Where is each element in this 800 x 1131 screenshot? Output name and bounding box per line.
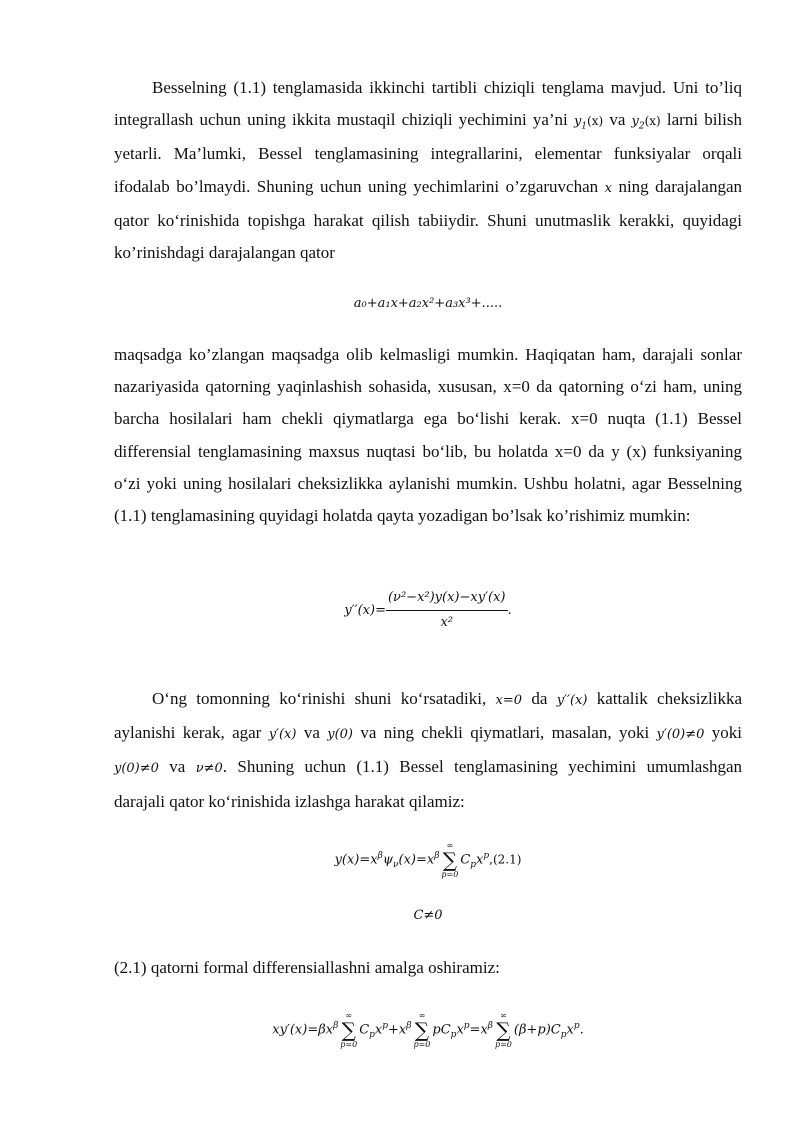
formula-lhs: y′′(x)=: [344, 603, 386, 618]
summation-sign: ∞ ∑ p=0: [494, 1011, 512, 1049]
text-segment: va: [603, 110, 632, 130]
text-segment: O‘ng tomonning ko‘rinishi shuni ko‘rsatadiki,: [152, 689, 496, 708]
inline-variable-x: x: [604, 180, 612, 196]
paragraph-differentiate: (2.1) qatorni formal differensiallashni amalga oshiramiz:: [114, 958, 500, 977]
fraction-denominator: x²: [440, 615, 454, 630]
text-segment: Besselning (1.1) tenglamasida ikkinchi tartibli chiziqli tenglama mavjud. Uni to’liq integrallash uchun uning ikkita mustaqil chiziqli yechimini ya’ni: [114, 78, 742, 130]
inline-formula: y(0): [327, 727, 353, 743]
inline-formula: ν≠0: [195, 761, 223, 777]
fraction-numerator: (ν²−x²)y(x)−xy′(x): [386, 588, 508, 611]
inline-formula: y′′(x): [556, 693, 588, 708]
text-segment: va: [158, 757, 196, 777]
inline-formula-y1: $y_1(x)$: [573, 114, 604, 132]
formula-c-nonzero: C≠0: [413, 908, 443, 923]
inline-formula: x=0: [495, 693, 523, 708]
formula-power-series: a₀+a₁x+a₂x²+a₃x³+.....: [353, 296, 503, 311]
text-segment: ning darajalangan qator ko‘rinishida topishga harakat qilish tabiiydir. Shuni unutmaslik kerakki, quyidagi ko’rinishdagi darajalangan qator: [114, 176, 743, 263]
text-segment: kattalik cheksizlikka aylanishi kerak, agar: [114, 689, 742, 743]
text-segment: va ning chekli qiymatlari, masalan, yoki: [352, 723, 657, 743]
formula-period: .: [507, 603, 512, 618]
inline-formula-y2: $y_2(x)$: [631, 114, 661, 132]
paragraph-intro: [114, 72, 742, 269]
text-segment: . Shuning uchun (1.1) Bessel tenglamasining yechimini umumlashgan darajali qator ko‘rinishida izlashga harakat qilamiz:: [114, 757, 742, 811]
formula-fraction: [386, 588, 508, 633]
summation-sign: ∞ ∑ p=0: [413, 1011, 431, 1049]
paragraph-singular-point: maqsadga ko’zlangan maqsadga olib kelmasligi mumkin. Haqiqatan ham, darajali sonlar nazariyasida qatorning yaqinlashish sohasida, xususan, x=0 da qatorning o‘zi ham, uning barcha hosilalari ham chekli qiymatlarga ega bo‘lishi kerak. x=0 nuqta (1.1) Bessel differensial tenglamasining maxsus nuqtasi bo‘lib, bu holatda x=0 da y (x) funksiyaning o‘zi yoki uning hosilalari cheksizlikka aylanishi mumkin. Ushbu holatni, agar Besselning (1.1) tenglamasining quyidagi holatda qayta yozadigan bo’lsak ko’rishimiz mumkin:: [114, 345, 742, 526]
inline-formula: y(0)≠0: [114, 761, 159, 777]
formula-derivative-series: $xy'(x)=\beta x^\beta$ ∞ ∑ p=0 $C_px^p+x^\beta$ ∞ ∑ p=0 $pC_px^p=x^\beta$ ∞ ∑ p=0 $(\beta+p)C_px^p$.: [272, 1011, 584, 1049]
summation-sign: ∞ ∑ p=0: [441, 841, 459, 879]
inline-formula: y′(0)≠0: [656, 727, 705, 743]
equation-tag: ,(2.1): [489, 852, 522, 867]
text-segment: va: [296, 723, 328, 743]
inline-formula: y′(x): [268, 727, 297, 743]
text-segment: da: [522, 689, 557, 708]
text-segment: yoki: [704, 723, 742, 743]
formula-generalized-series: $y(x)=x^\beta\psi_\nu(x)=x^\beta$ ∞ ∑ p=0 $C_px^p,(2.1)$: [334, 841, 522, 879]
text-segment: larni bilish yetarli. Ma’lumki, Bessel tenglamasining integrallarini, elementar funksiyalar orqali ifodalab bo’lmaydi. Shuning uchun uning yechimlarini o’zgaruvchan: [114, 110, 742, 196]
formula-bessel-rewritten: [114, 588, 742, 633]
paragraph-right-side: [114, 683, 742, 818]
summation-sign: ∞ ∑ p=0: [340, 1011, 358, 1049]
